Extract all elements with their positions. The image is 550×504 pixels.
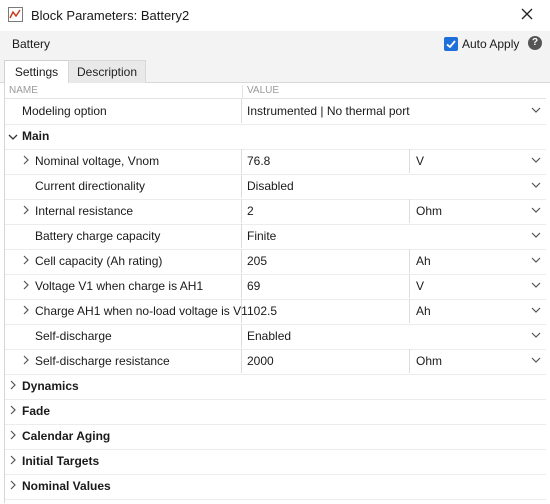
param-row-self-discharge <box>5 324 546 350</box>
tab-bar <box>0 58 550 83</box>
simulink-block-icon <box>8 7 23 22</box>
param-value: 102.5 <box>247 304 278 318</box>
modeling-option-select[interactable] <box>241 99 547 123</box>
tab-settings[interactable]: Settings <box>4 60 69 83</box>
param-row-voltage-v1 <box>5 274 546 300</box>
param-unit: V <box>416 154 425 168</box>
value-select[interactable] <box>241 324 547 348</box>
section-label: Initial Targets <box>22 454 100 468</box>
section-initial-targets[interactable] <box>5 449 546 475</box>
param-label: Self-discharge resistance <box>35 354 170 368</box>
chevron-down-icon <box>530 329 542 341</box>
section-calendar-aging[interactable] <box>5 424 546 450</box>
block-header <box>0 31 550 58</box>
param-value: 2000 <box>247 354 274 368</box>
param-label: Current directionality <box>35 179 146 193</box>
unit-select[interactable] <box>409 149 547 173</box>
chevron-down-icon <box>530 204 542 216</box>
param-value: Finite <box>247 229 277 243</box>
title-bar <box>0 0 550 32</box>
value-input[interactable] <box>241 149 410 173</box>
chevron-down-icon <box>530 154 542 166</box>
param-unit: V <box>416 279 425 293</box>
param-row-internal-resistance <box>5 199 546 225</box>
unit-select[interactable] <box>409 199 547 223</box>
param-label: Charge AH1 when no-load voltage is V1 <box>35 304 248 318</box>
value-select[interactable] <box>241 224 547 248</box>
chevron-right-icon <box>8 454 18 466</box>
section-fade[interactable] <box>5 399 546 425</box>
param-row-battery-charge-capacity <box>5 224 546 250</box>
param-row-charge-ah1 <box>5 299 546 325</box>
chevron-right-icon <box>8 379 18 391</box>
chevron-down-icon <box>530 254 542 266</box>
unit-select[interactable] <box>409 249 547 273</box>
chevron-down-icon <box>530 354 542 366</box>
param-value: Enabled <box>247 329 292 343</box>
section-label: Dynamics <box>22 379 79 393</box>
chevron-down-icon <box>530 279 542 291</box>
chevron-right-icon[interactable] <box>21 304 31 316</box>
chevron-right-icon[interactable] <box>21 154 31 166</box>
chevron-right-icon[interactable] <box>21 279 31 291</box>
param-row-self-discharge-resistance <box>5 349 546 375</box>
value-input[interactable] <box>241 249 410 273</box>
param-label: Modeling option <box>22 104 107 118</box>
value-input[interactable] <box>241 274 410 298</box>
section-nominal-values[interactable] <box>5 474 546 500</box>
value-input[interactable] <box>241 299 410 323</box>
chevron-down-icon <box>530 179 542 191</box>
unit-select[interactable] <box>409 299 547 323</box>
value-input[interactable] <box>241 349 410 373</box>
chevron-right-icon[interactable] <box>21 354 31 366</box>
param-label: Self-discharge <box>35 329 112 343</box>
modeling-option-row <box>5 99 546 125</box>
param-value: 205 <box>247 254 268 268</box>
param-label: Battery charge capacity <box>35 229 161 243</box>
section-label: Main <box>22 129 50 143</box>
chevron-right-icon <box>8 479 18 491</box>
section-dynamics[interactable] <box>5 374 546 400</box>
chevron-down-icon <box>530 304 542 316</box>
auto-apply-checkbox[interactable] <box>444 37 458 51</box>
name-column-header: NAME <box>9 85 38 96</box>
checkmark-icon <box>444 37 458 51</box>
param-row-current-directionality <box>5 174 546 200</box>
chevron-down-icon <box>8 131 18 143</box>
param-label: Voltage V1 when charge is AH1 <box>35 279 204 293</box>
param-label: Nominal voltage, Vnom <box>35 154 160 168</box>
unit-select[interactable] <box>409 349 547 373</box>
param-value: 69 <box>247 279 261 293</box>
param-value: 76.8 <box>247 154 271 168</box>
section-label: Fade <box>22 404 51 418</box>
param-unit: Ah <box>416 254 431 268</box>
param-row-nominal-voltage <box>5 149 546 175</box>
param-label: Cell capacity (Ah rating) <box>35 254 163 268</box>
chevron-down-icon <box>530 229 542 241</box>
section-label: Calendar Aging <box>22 429 111 443</box>
unit-select[interactable] <box>409 274 547 298</box>
help-icon[interactable]: ? <box>528 36 542 50</box>
param-label: Internal resistance <box>35 204 134 218</box>
section-label: Nominal Values <box>22 479 111 493</box>
value-input[interactable] <box>241 199 410 223</box>
chevron-right-icon <box>8 429 18 441</box>
value-column-header: VALUE <box>242 85 279 99</box>
grid-header <box>5 83 546 99</box>
value-select[interactable] <box>241 174 547 198</box>
window-title: Block Parameters: Battery2 <box>31 8 190 23</box>
parameter-grid <box>4 83 546 503</box>
param-unit: Ohm <box>416 204 443 218</box>
block-name-label: Battery <box>12 37 51 51</box>
auto-apply-label: Auto Apply <box>462 37 520 51</box>
chevron-right-icon <box>8 404 18 416</box>
section-main[interactable] <box>5 124 546 150</box>
param-value: Instrumented | No thermal port <box>247 104 410 118</box>
param-unit: Ohm <box>416 354 443 368</box>
tab-description[interactable]: Description <box>68 60 146 83</box>
chevron-right-icon[interactable] <box>21 204 31 216</box>
param-unit: Ah <box>416 304 431 318</box>
param-value: 2 <box>247 204 254 218</box>
chevron-right-icon[interactable] <box>21 254 31 266</box>
param-row-cell-capacity <box>5 249 546 275</box>
chevron-down-icon <box>530 104 542 116</box>
close-icon[interactable] <box>518 5 536 23</box>
param-value: Disabled <box>247 179 294 193</box>
